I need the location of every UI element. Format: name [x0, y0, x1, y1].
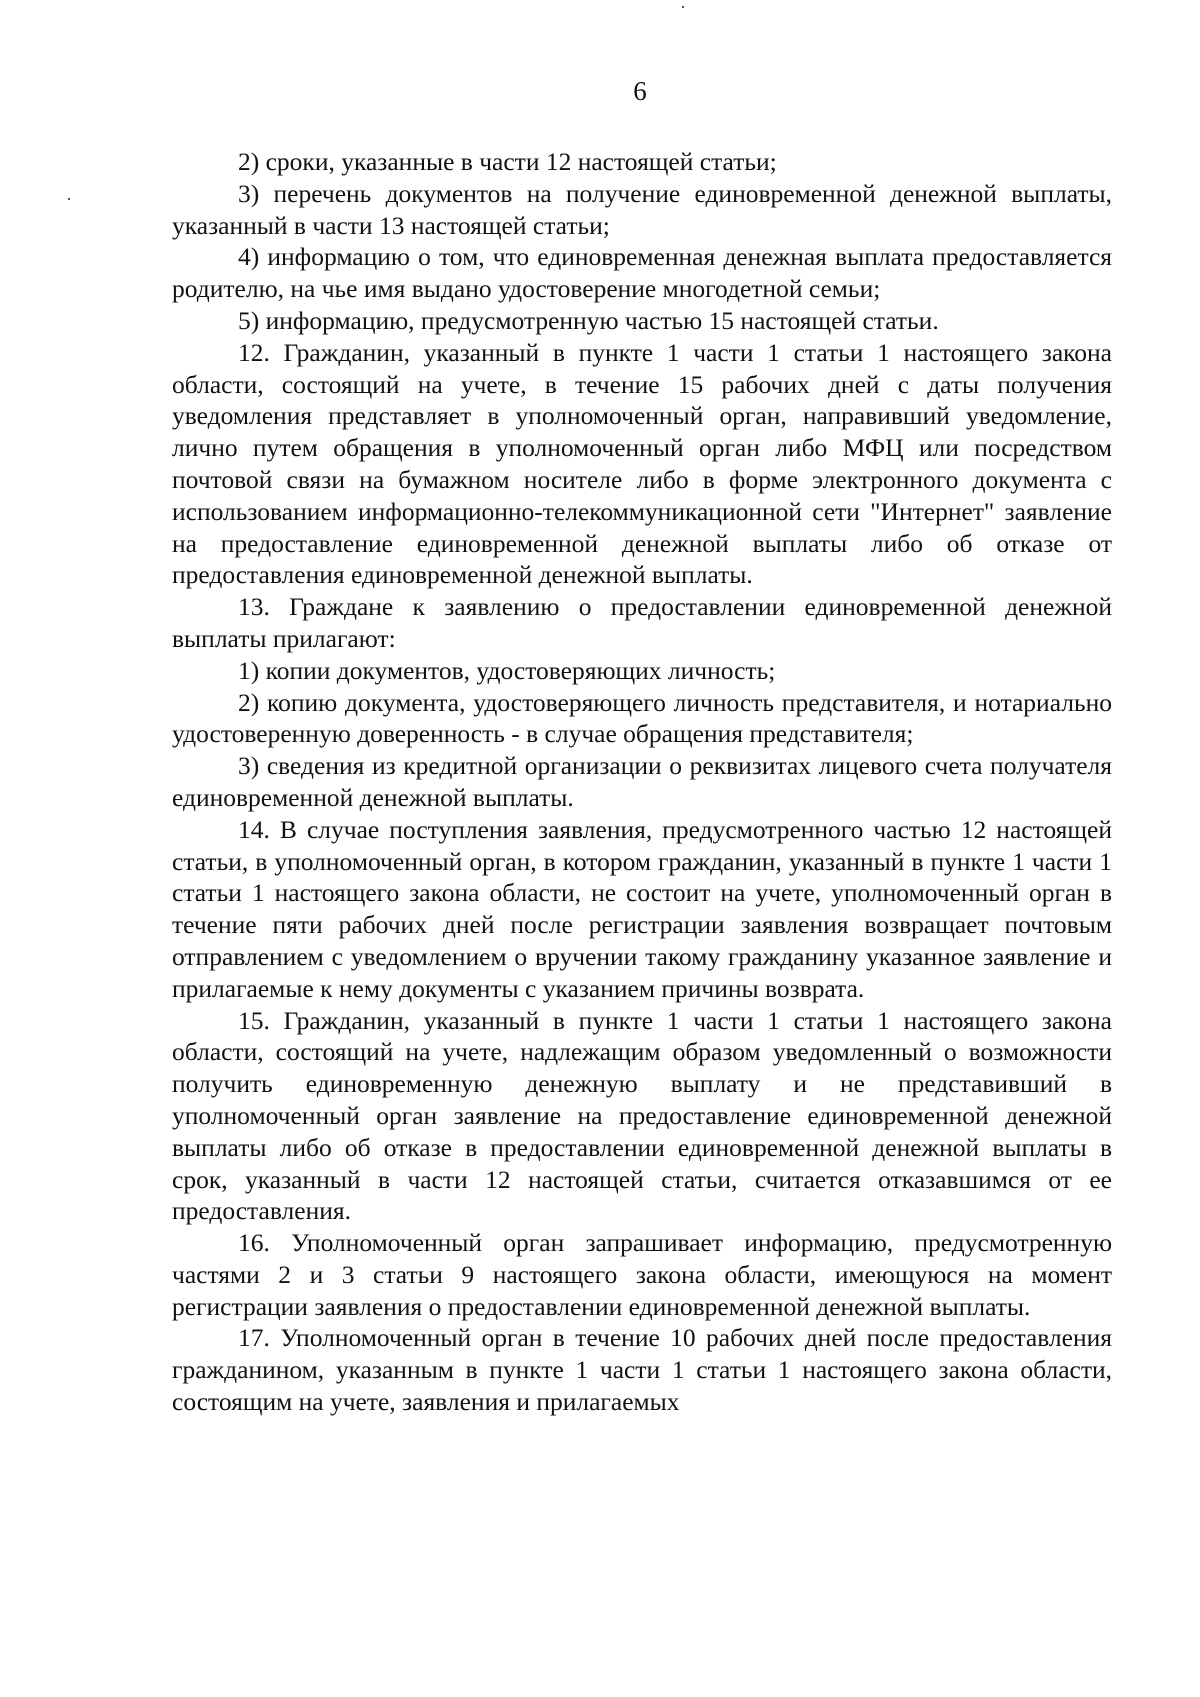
paragraph: 14. В случае поступления заявления, предусмотренного частью 12 настоящей статьи, в уполномоченный орган, в котором гражданин, указанный в пункте 1 части 1 статьи 1 настоящего закона области, не состоит на учете, уполномоченный орган в течение пяти рабочих дней после регистрации заявления возвращает почтовым отправлением с уведомлением о вручении такому гражданину указанное заявление и прилагаемые к нему документы с указанием причины возврата.	[172, 814, 1112, 1003]
paragraph: 15. Гражданин, указанный в пункте 1 части 1 статьи 1 настоящего закона области, состоящий на учете, надлежащим образом уведомленный о возможности получить единовременную денежную выплату и не представивший в уполномоченный орган заявление на предоставление единовременной денежной выплаты либо об отказе в предоставлении единовременной денежной выплаты в срок, указанный в части 12 настоящей статьи, считается отказавшимся от ее предоставления.	[172, 1005, 1112, 1226]
paragraph: 2) копию документа, удостоверяющего личность представителя, и нотариально удостоверенную доверенность - в случае обращения представителя;	[172, 687, 1112, 749]
paragraph: 16. Уполномоченный орган запрашивает информацию, предусмотренную частями 2 и 3 статьи 9 настоящего закона области, имеющуюся на момент регистрации заявления о предоставлении единовременной денежной выплаты.	[172, 1228, 1112, 1321]
paragraph: 13. Граждане к заявлению о предоставлении единовременной денежной выплаты прилагают:	[172, 592, 1112, 653]
document-body	[172, 146, 1112, 1418]
page-number: 6	[633, 76, 647, 106]
paragraph: 1) копии документов, удостоверяющих личность;	[238, 655, 776, 685]
scan-artifact	[68, 198, 70, 200]
paragraph: 17. Уполномоченный орган в течение 10 рабочих дней после предоставления гражданином, указанным в пункте 1 части 1 статьи 1 настоящего закона области, состоящим на учете, заявления и прилагаемых	[172, 1323, 1112, 1417]
paragraph: 4) информацию о том, что единовременная денежная выплата предоставляется родителю, на чье имя выдано удостоверение многодетной семьи;	[172, 242, 1112, 304]
paragraph: 2) сроки, указанные в части 12 настоящей статьи;	[238, 147, 777, 176]
paragraph: 12. Гражданин, указанный в пункте 1 части 1 статьи 1 настоящего закона области, состоящий на учете, в течение 15 рабочих дней с даты получения уведомления представляет в уполномоченный орган, направивший уведомление, лично путем обращения в уполномоченный орган либо МФЦ или посредством почтовой связи на бумажном носителе либо в форме электронного документа с использованием информационно-телекоммуникационной сети "Интернет" заявление на предоставление единовременной денежной выплаты либо об отказе от предоставления единовременной денежной выплаты.	[172, 337, 1112, 590]
paragraph: 5) информацию, предусмотренную частью 15 настоящей статьи.	[238, 305, 939, 335]
paragraph: 3) перечень документов на получение единовременной денежной выплаты, указанный в части 13 настоящей статьи;	[172, 178, 1112, 240]
scan-artifact	[682, 6, 684, 8]
paragraph: 3) сведения из кредитной организации о реквизитах лицевого счета получателя единовременной денежной выплаты.	[172, 751, 1112, 812]
